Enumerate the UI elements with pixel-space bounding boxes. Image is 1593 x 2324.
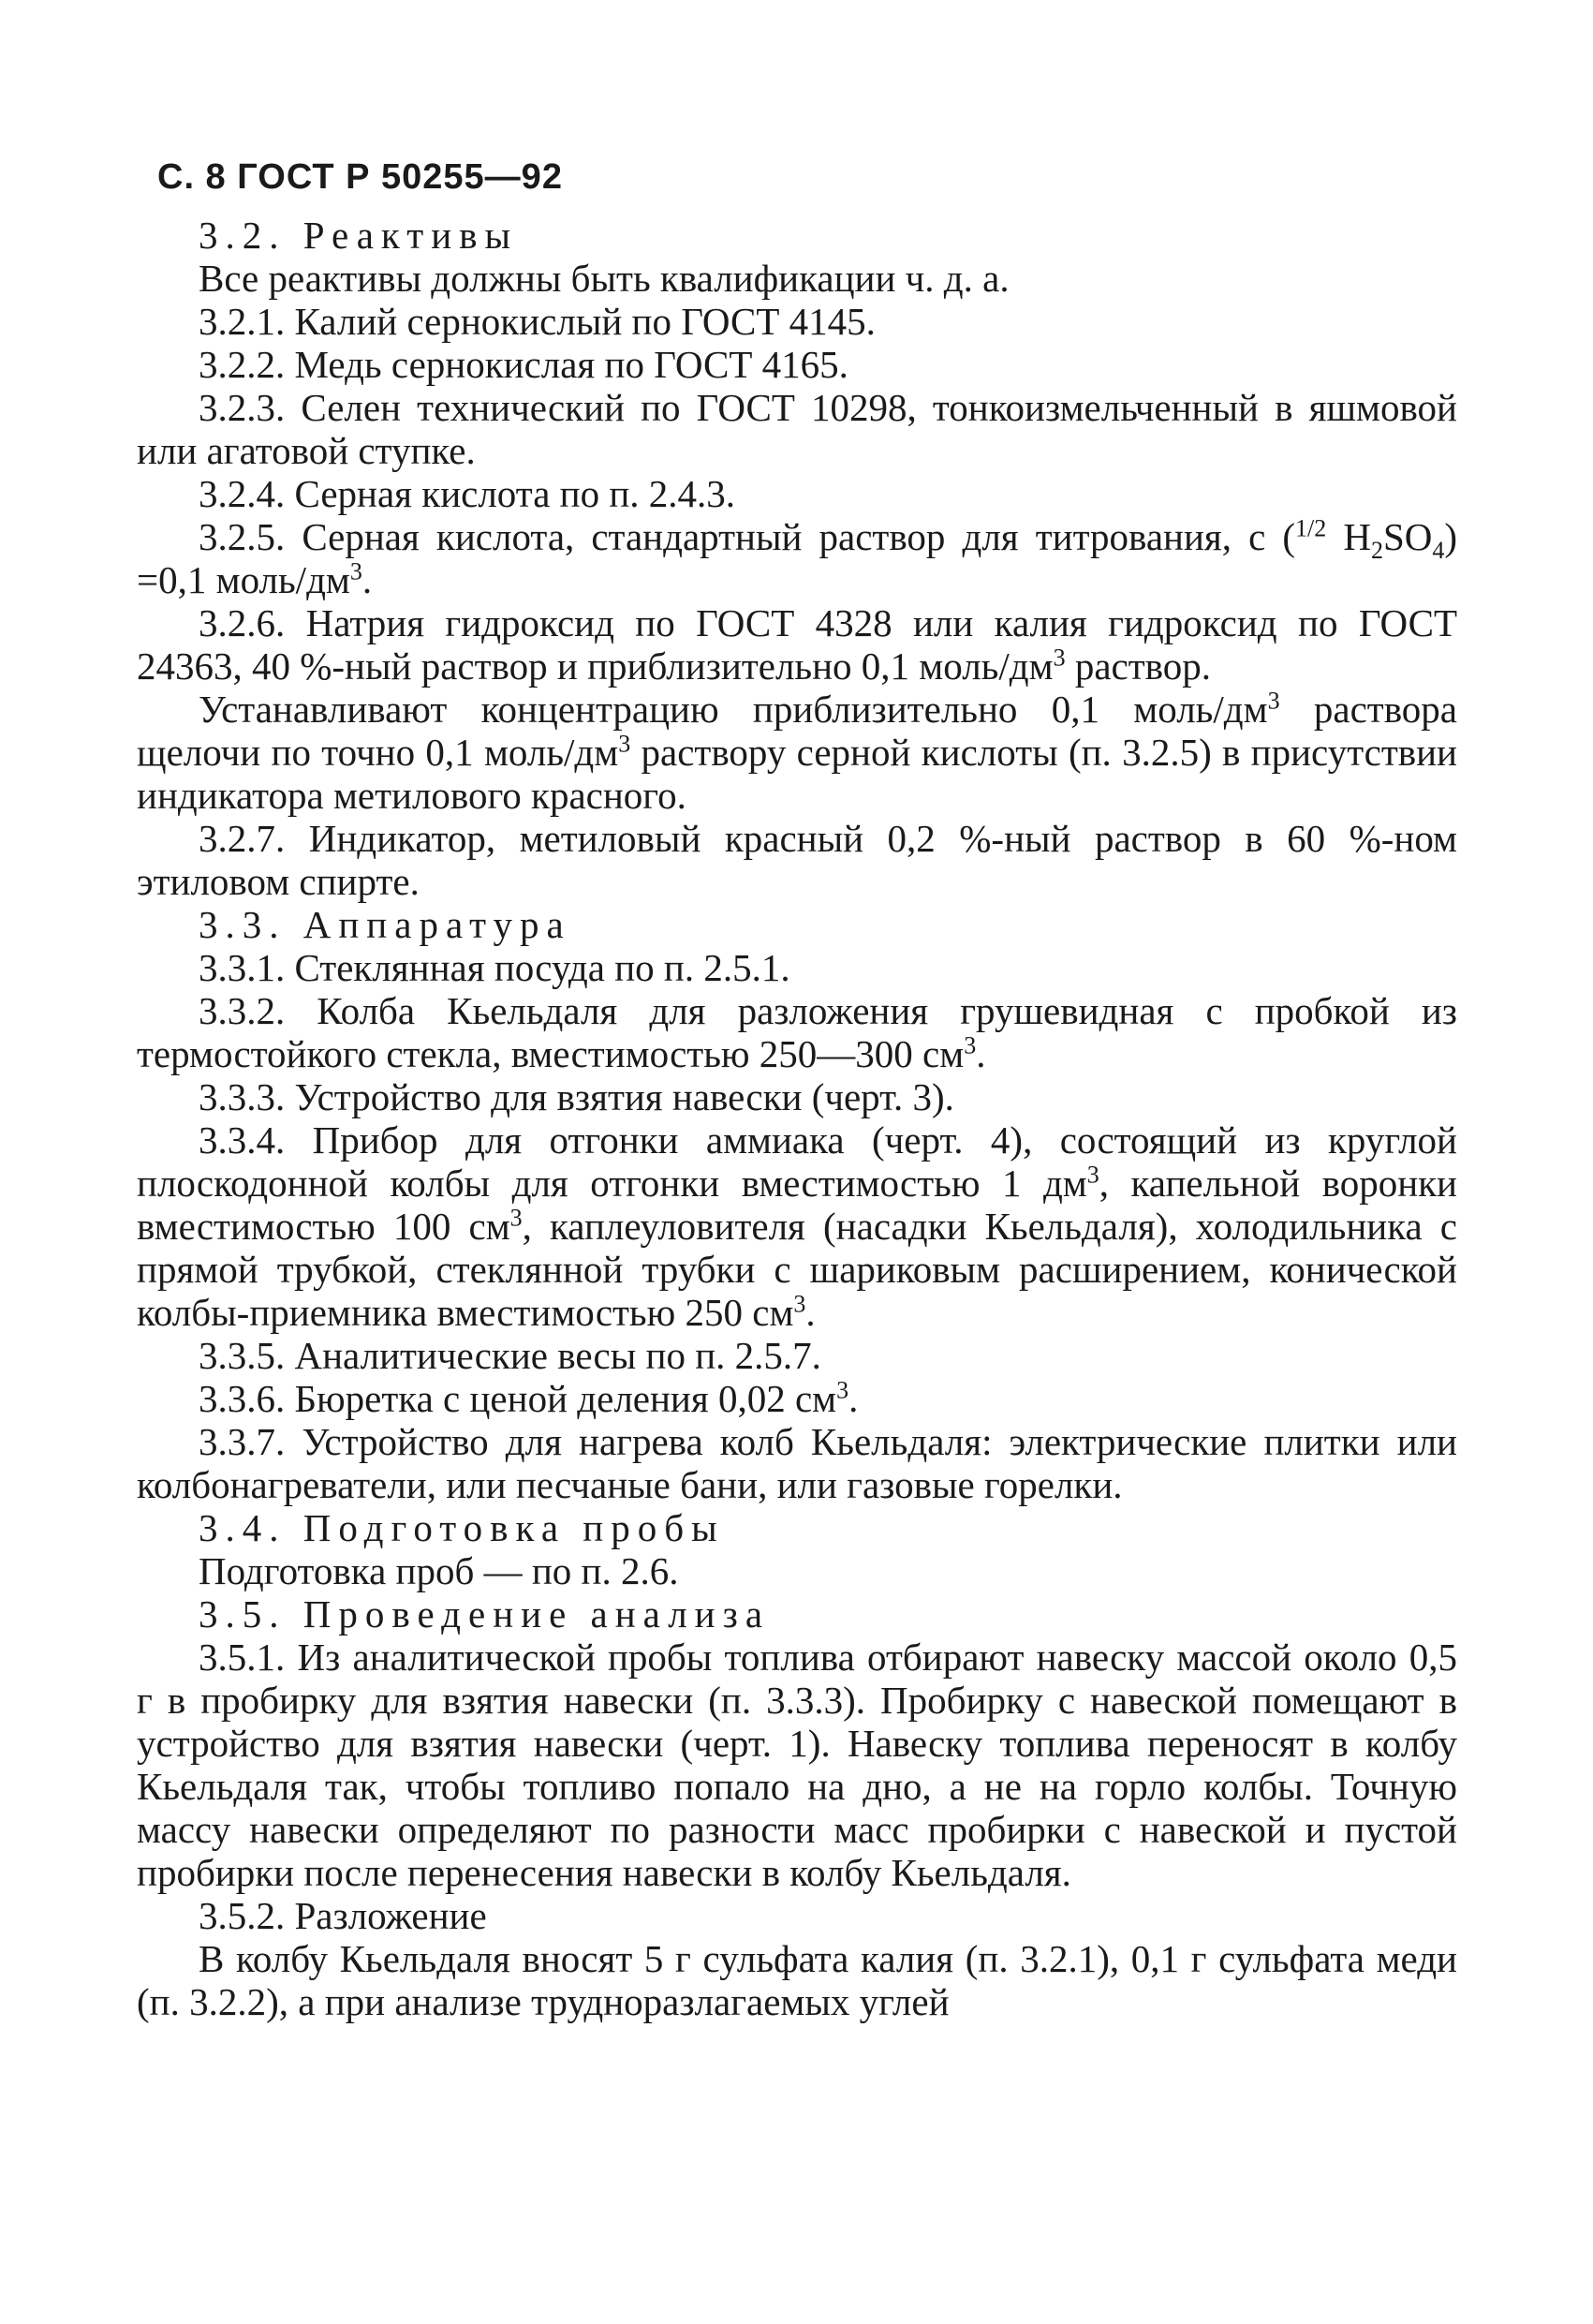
paragraph-3-2-5 xyxy=(137,515,1457,601)
text-run: SO xyxy=(1382,515,1433,558)
paragraph-3-2-7: 3.2.7. Индикатор, метиловый красный 0,2 %-ный раствор в 60 %-ном этиловом спирте. xyxy=(137,817,1457,903)
section-heading-reagents: 3.2. Реактивы xyxy=(199,214,519,257)
paragraph-sample-prep: Подготовка проб — по п. 2.6. xyxy=(199,1549,679,1592)
superscript: 3 xyxy=(1053,644,1066,672)
text-run: 3.3.4. Прибор для отгонки аммиака (черт. 4), состоящий из круглой плоскодонной колбы для отгонки вместимостью 1 дм xyxy=(137,1118,1457,1205)
section-heading-apparatus: 3.3. Аппаратура xyxy=(199,903,571,946)
paragraph-3-2-3: 3.2.3. Селен технический по ГОСТ 10298, тонкоизмельченный в яшмовой или агатовой ступке. xyxy=(137,386,1457,472)
superscript: 3 xyxy=(349,557,362,585)
superscript: 3 xyxy=(1267,687,1280,715)
text-run: раствора щелочи по точно 0,1 моль/дм xyxy=(137,688,1457,774)
superscript: 3 xyxy=(618,730,631,758)
section-heading-sample-prep: 3.4. Подготовка пробы xyxy=(199,1506,725,1549)
section-heading-analysis: 3.5. Проведение анализа xyxy=(199,1592,771,1636)
text-run: 3.2.6. Натрия гидроксид по ГОСТ 4328 или калия гидроксид по ГОСТ 24363, 40 %-ный раствор и приблизительно 0,1 моль/дм xyxy=(137,601,1457,688)
superscript: 3 xyxy=(1086,1161,1099,1189)
text-run: 3.2.5. Серная кислота, стандартный раствор для титрования, с ( xyxy=(199,515,1296,558)
text-run: Устанавливают концентрацию приблизительно 0,1 моль/дм xyxy=(199,688,1268,731)
paragraph-3-5-2: 3.5.2. Разложение xyxy=(199,1894,487,1937)
paragraph-decomposition: В колбу Кьельдаля вносят 5 г сульфата калия (п. 3.2.1), 0,1 г сульфата меди (п. 3.2.2), а при анализе трудноразлагаемых углей xyxy=(137,1937,1457,2023)
paragraph-3-3-1: 3.3.1. Стеклянная посуда по п. 2.5.1. xyxy=(199,946,790,989)
text-run: . xyxy=(805,1291,816,1334)
text-run: раствор. xyxy=(1065,644,1211,688)
paragraph-3-2-4: 3.2.4. Серная кислота по п. 2.4.3. xyxy=(199,472,736,515)
text-run: 3.3.6. Бюретка с ценой деления 0,02 см xyxy=(199,1377,837,1420)
paragraph-3-3-7: 3.3.7. Устройство для нагрева колб Кьельдаля: электрические плитки или колбонагреватели, или песчаные бани, или газовые горелки. xyxy=(137,1420,1457,1506)
paragraph-3-3-6 xyxy=(137,1377,1457,1420)
text-run: , капельной воронки вместимостью 100 см xyxy=(137,1162,1457,1248)
text-run: . xyxy=(361,558,373,601)
paragraph-3-3-5: 3.3.5. Аналитические весы по п. 2.5.7. xyxy=(199,1334,821,1377)
text-run: ) =0,1 моль/дм xyxy=(137,515,1458,601)
paragraph-concentration xyxy=(137,688,1457,817)
paragraph-3-5-1: 3.5.1. Из аналитической пробы топлива отбирают навеску массой около 0,5 г в пробирку для взятия навески (п. 3.3.3). Пробирку с навеской помещают в устройство для взятия навески (черт. 1). Навеску топлива переносят в колбу Кьельдаля так, чтобы топливо попало на дно, а не на горло колбы. Точную массу навески определяют по разности масс пробирки с навеской и пустой пробирки после перенесения навески в колбу Кьельдаля. xyxy=(137,1636,1457,1894)
text-run: H xyxy=(1343,515,1371,558)
document-body xyxy=(137,214,1457,2023)
superscript: 3 xyxy=(964,1031,977,1059)
text-run: . xyxy=(976,1032,986,1075)
paragraph-reagents-note: Все реактивы должны быть квалификации ч. д. а. xyxy=(199,257,1010,300)
text-run: , каплеуловителя (насадки Кьельдаля), холодильника с прямой трубкой, стеклянной трубки с шариковым расширением, конической колбы-приемника вместимостью 250 см xyxy=(137,1205,1457,1334)
subscript: 2 xyxy=(1370,537,1383,565)
paragraph-3-2-1: 3.2.1. Калий сернокислый по ГОСТ 4145. xyxy=(199,300,876,343)
page-header: С. 8 ГОСТ Р 50255—92 xyxy=(157,157,563,197)
paragraph-3-2-6 xyxy=(137,601,1457,688)
text-run: . xyxy=(848,1377,859,1420)
text-run: 3.3.2. Колба Кьельдаля для разложения грушевидная с пробкой из термостойкого стекла, вместимостью 250—300 см xyxy=(137,989,1457,1075)
superscript: 3 xyxy=(836,1376,849,1404)
superscript: 3 xyxy=(509,1204,523,1232)
paragraph-3-3-3: 3.3.3. Устройство для взятия навески (черт. 3). xyxy=(199,1075,954,1118)
subscript: 4 xyxy=(1432,537,1445,565)
paragraph-3-2-2: 3.2.2. Медь сернокислая по ГОСТ 4165. xyxy=(199,343,848,386)
fraction: 1/2 xyxy=(1295,514,1327,542)
superscript: 3 xyxy=(793,1290,806,1318)
text-run: раствору серной кислоты (п. 3.2.5) в присутствии индикатора метилового красного. xyxy=(137,731,1457,817)
paragraph-3-3-2 xyxy=(137,989,1457,1075)
paragraph-3-3-4 xyxy=(137,1118,1457,1334)
